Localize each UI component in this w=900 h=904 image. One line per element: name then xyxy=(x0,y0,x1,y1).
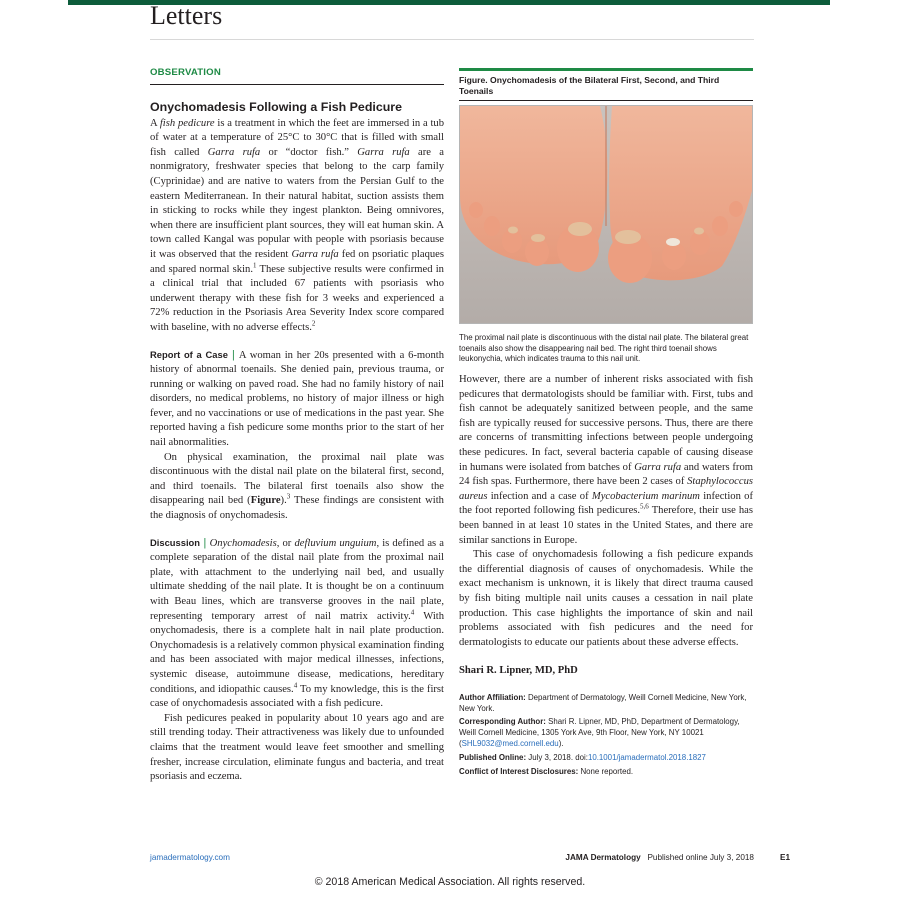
page-footer xyxy=(565,853,790,862)
copyright-notice: © 2018 American Medical Association. All rights reserved. xyxy=(314,876,586,888)
article-title: Onychomadesis Following a Fish Pedicure xyxy=(150,99,402,114)
header-divider xyxy=(150,39,754,40)
author-signature: Shari R. Lipner, MD, PhD xyxy=(459,665,578,677)
author-affiliation: Author Affiliation: Department of Dermatology, Weill Cornell Medicine, New York, New York. xyxy=(459,692,747,713)
published-online: Published Online: July 3, 2018. doi:10.1001/jamadermatol.2018.1827 xyxy=(459,752,706,762)
intro-paragraph: A fish pedicure is a treatment in which the feet are immersed in a tub of water at a temperature of 25°C to 30°C that is filled with small fish called Garra rufa or “doctor fish.” Garra rufa are a nonmigratory, freshwater species that belong to the carp family (Cyprinidae) and are native to waters from the Persian Gulf to the eastern Mediterranean. In their natural habitat, suction assists them in sticking to rocks while they ingest plankton. Being omnivores, when there are insufficient plant sources, they will eat human skin. A town called Kangal was popular with people with psoriasis because it was observed that the resident Garra rufa fed on psoriatic plaques and spared normal skin.$^1$ These subjective results were confirmed in a clinical trial that included 67 patients with psoriasis who underwent therapy with these fish for 3 weeks and experienced a 72% reduction in the Psoriasis Area Severity Index score compared with baseline, with no adverse effects.$^2$ xyxy=(150,117,444,333)
journal-name: JAMA Dermatology xyxy=(565,853,641,862)
citation: 5,6 xyxy=(640,502,649,511)
doi-link[interactable]: 10.1001/jamadermatol.2018.1827 xyxy=(587,752,706,762)
popularity-paragraph: Fish pedicures peaked in popularity about 10 years ago and are still trending today. Their attractiveness was likely due to unfounded claims that the treatment would leave feet smoother and smelling fresher, increase circulation, eliminate fungus and bacteria, and treat psoriasis and eczema. xyxy=(150,712,444,783)
toenail-photo xyxy=(459,105,753,324)
citation: 2 xyxy=(311,319,316,328)
citation: 3 xyxy=(286,492,291,501)
risks-paragraph: However, there are a number of inherent risks associated with fish pedicures that dermatologists should be familiar with. First, tubs and fish cannot be adequately sanitized between people, and the same fish are typically reused for successive persons. Thus, there are there are concerns of transmitting infections between people undergoing these pedicures. In fact, several bacteria capable of causing disease in humans were isolated from batches of Garra rufa and waters from 24 fish spas. Furthermore, there have been 2 cases of Staphylococcus aureus infection and a case of Mycobacterium marinum infection of the foot reported following fish pedicures.$^{5,6}$ Therefore, their use has been banned in at least 10 states in the United States, and there are similar sanctions in Europe. xyxy=(459,374,753,546)
exam-paragraph: On physical examination, the proximal nail plate was discontinuous with the distal nail plate on the bilateral first, second, and third toenails. The bilateral first toenails also show the disappearing nail bed (Figure).$^3$ These findings are consistent with the diagnosis of onychomadesis. xyxy=(150,451,444,522)
figure-caption: The proximal nail plate is discontinuous with the distal nail plate. The bilateral great toenails also show the disappearing nail bed. The right third toenail shows leukonychia, which indicates trauma to this nail unit. xyxy=(459,333,749,364)
figure xyxy=(459,68,753,365)
left-column xyxy=(150,66,444,785)
page-number: E1 xyxy=(779,853,790,862)
report-paragraph: Report of a Case | A woman in her 20s presented with a 6-month history of abnormal toenails. She denied pain, previous trauma, or running or walking on paved road. She had no family history of nail disorders, no medical problems, no history of major illness or high fever, and no vaccinations or use of medications in the past year. She reported having a fish pedicure some months prior to the start of her nail abnormalities. xyxy=(150,348,444,449)
citation: 4 xyxy=(410,608,415,617)
feet-illustration xyxy=(460,106,752,323)
conflict-disclosures: Conflict of Interest Disclosures: None reported. xyxy=(459,766,634,776)
conclusion-paragraph: This case of onychomadesis following a fish pedicure expands the differential diagnosis of causes of onychomadesis. While the exact mechanism is unknown, it is likely that direct trauma caused by fish biting multiple nail units causes a cessation in nail plate production. This case highlights the importance of skin and nail problems associated with fish pedicures and the need for dermatologists to educate our patients about these adverse effects. xyxy=(459,549,753,648)
corresponding-author: Corresponding Author: Shari R. Lipner, MD, PhD, Department of Dermatology, Weill Cornell Medicine, 1305 York Ave, 9th Floor, New York, NY 10021 (SHL9032@med.cornell.edu). xyxy=(459,717,740,749)
report-heading: Report of a Case xyxy=(150,348,228,360)
figure-reference[interactable]: Figure xyxy=(250,495,281,507)
email-link[interactable]: SHL9032@med.cornell.edu xyxy=(461,739,559,749)
discussion-paragraph: Discussion | Onychomadesis, or defluvium unguium, is defined as a complete separation of the distal nail plate from the proximal nail plate, with attachment to the underlying nail bed, and usually ultimate shedding of the nail plate. It is thought be on a continuum with Beau lines, which are transverse grooves in the nail plate, representing temporary arrest of nail matrix activity.$^4$ With onychomadesis, there is a complete halt in nail plate production. Onychomadesis is a relatively common physical examination finding and has been associated with major medical illnesses, infections, systemic disease, autoimmune disease, medications, hereditary conditions, and idiopathic causes.$^4$ To my knowledge, this is the first case of onychomadesis associated with a fish pedicure. xyxy=(150,536,445,710)
section-title: Letters xyxy=(150,1,223,30)
right-column xyxy=(459,373,753,780)
article-kicker: OBSERVATION xyxy=(150,66,444,85)
citation: 1 xyxy=(252,261,257,269)
figure-title: Figure. Onychomadesis of the Bilateral First, Second, and Third Toenails xyxy=(459,71,753,101)
citation: 4 xyxy=(293,681,298,690)
journal-url-link[interactable]: jamadermatology.com xyxy=(150,853,230,862)
footer-date: Published online July 3, 2018 xyxy=(647,853,754,862)
discussion-heading: Discussion xyxy=(150,536,201,548)
